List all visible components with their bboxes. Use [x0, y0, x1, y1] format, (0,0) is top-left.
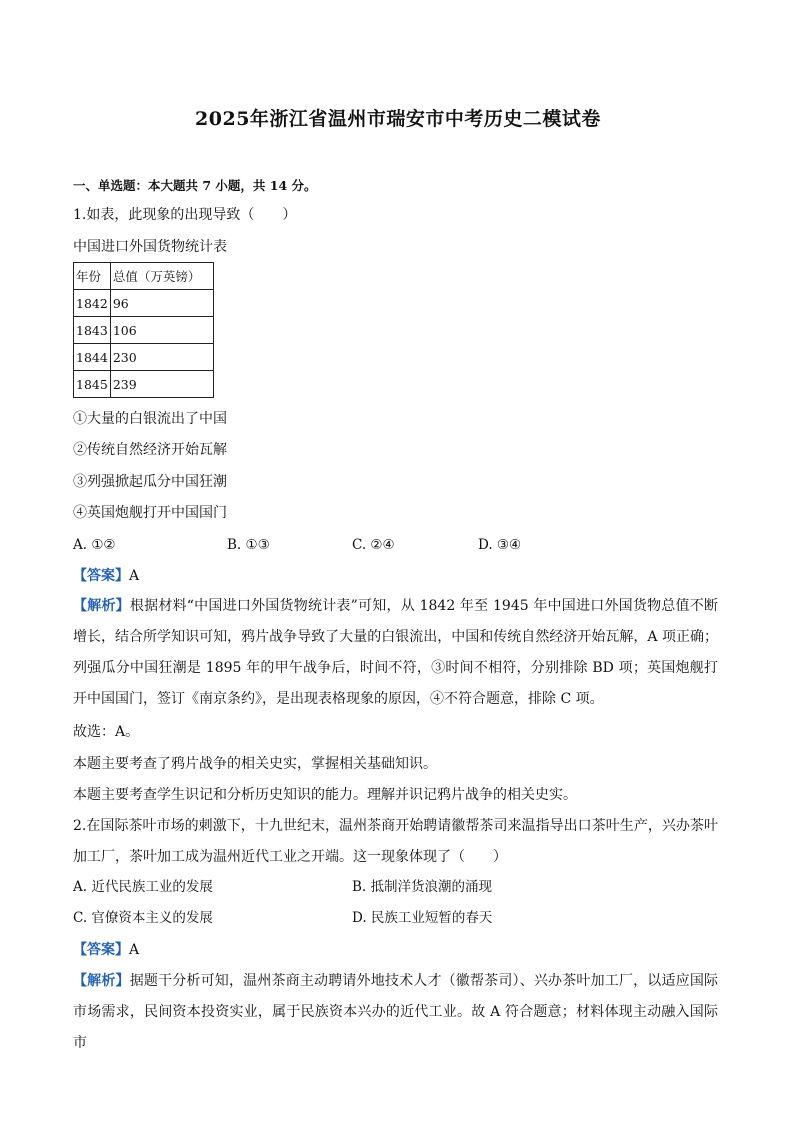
- option-b: B. 抵制洋货浪潮的涌现: [352, 879, 493, 895]
- table-header-value: 总值（万英镑）: [110, 263, 213, 290]
- answer-line-1: [73, 566, 139, 586]
- analysis-text: 根据材料“中国进口外国货物统计表”可知，从 1842 年至 1945 年中国进口外国货物总值不断增长，结合所学知识可知，鸦片战争导致了大量的白银流出，中国和传统自然经济开始瓦解，A 项正确；列强瓜分中国狂潮是 1895 年的甲午战争后，时间不符，③时间不相符，分别排除 BD 项；英国炮舰打开中国国门，签订《南京条约》，是出现表格现象的原因，④不符合题意，排除 C 项。: [73, 598, 719, 707]
- statement-1: ①大量的白银流出了中国: [73, 411, 227, 427]
- table-cell-year: 1845: [74, 371, 111, 398]
- table-cell-value: 96: [110, 290, 213, 317]
- table-row: [74, 290, 214, 317]
- table-row: [74, 317, 214, 344]
- statement-4: ④英国炮舰打开中国国门: [73, 505, 227, 521]
- option-c: C. 官僚资本主义的发展: [73, 910, 213, 926]
- answer-line-2: [73, 940, 139, 960]
- table-row: [74, 371, 214, 398]
- table-title: 中国进口外国货物统计表: [73, 239, 227, 255]
- option-d: D. 民族工业短暂的春天: [352, 910, 493, 926]
- option-a: A. ①②: [73, 537, 116, 553]
- analysis-tag: 【解析】: [73, 598, 130, 614]
- statement-3: ③列强掀起瓜分中国狂潮: [73, 474, 227, 490]
- table-cell-value: 239: [110, 371, 213, 398]
- answer-value: A: [129, 568, 140, 584]
- page-title: 2025年浙江省温州市瑞安市中考历史二模试卷: [195, 108, 601, 130]
- import-statistics-table: [73, 262, 214, 398]
- table-cell-value: 230: [110, 344, 213, 371]
- section-heading: 一、单选题：本大题共 7 小题，共 14 分。: [73, 178, 317, 193]
- question-1-stem: 1.如表，此现象的出现导致（ ）: [73, 207, 297, 223]
- analysis-tag: 【解析】: [73, 973, 130, 989]
- option-d: D. ③④: [478, 537, 522, 553]
- table-header-year: 年份: [74, 263, 111, 290]
- table-cell-value: 106: [110, 317, 213, 344]
- note-1: 本题主要考查了鸦片战争的相关史实，掌握相关基础知识。: [73, 756, 437, 772]
- answer-tag: 【答案】: [73, 568, 129, 584]
- answer-value: A: [129, 942, 140, 958]
- table-cell-year: 1844: [74, 344, 111, 371]
- table-header-row: [74, 263, 214, 290]
- table-row: [74, 344, 214, 371]
- analysis-text: 据题干分析可知，温州茶商主动聘请外地技术人才（徽帮茶司）、兴办茶叶加工厂，以适应国际市场需求，民间资本投资实业，属于民族资本兴办的近代工业。故 A 符合题意；材料体现主动融入国际市: [73, 973, 719, 1051]
- analysis-2: [73, 966, 719, 1051]
- note-2: 本题主要考查学生识记和分析历史知识的能力。理解并识记鸦片战争的相关史实。: [73, 787, 577, 803]
- table-cell-year: 1842: [74, 290, 111, 317]
- analysis-1: [73, 591, 718, 715]
- choice-line: 故选：A。: [73, 724, 140, 740]
- option-b: B. ①③: [227, 537, 270, 553]
- option-c: C. ②④: [352, 537, 395, 553]
- answer-tag: 【答案】: [73, 942, 129, 958]
- option-a: A. 近代民族工业的发展: [73, 879, 213, 895]
- question-2-stem: 2.在国际茶叶市场的刺激下，十九世纪末，温州茶商开始聘请徽帮茶司来温指导出口茶叶生产，兴办茶叶加工厂，茶叶加工成为温州近代工业之开端。这一现象体现了（ ）: [73, 818, 718, 865]
- statement-2: ②传统自然经济开始瓦解: [73, 442, 227, 458]
- table-cell-year: 1843: [74, 317, 111, 344]
